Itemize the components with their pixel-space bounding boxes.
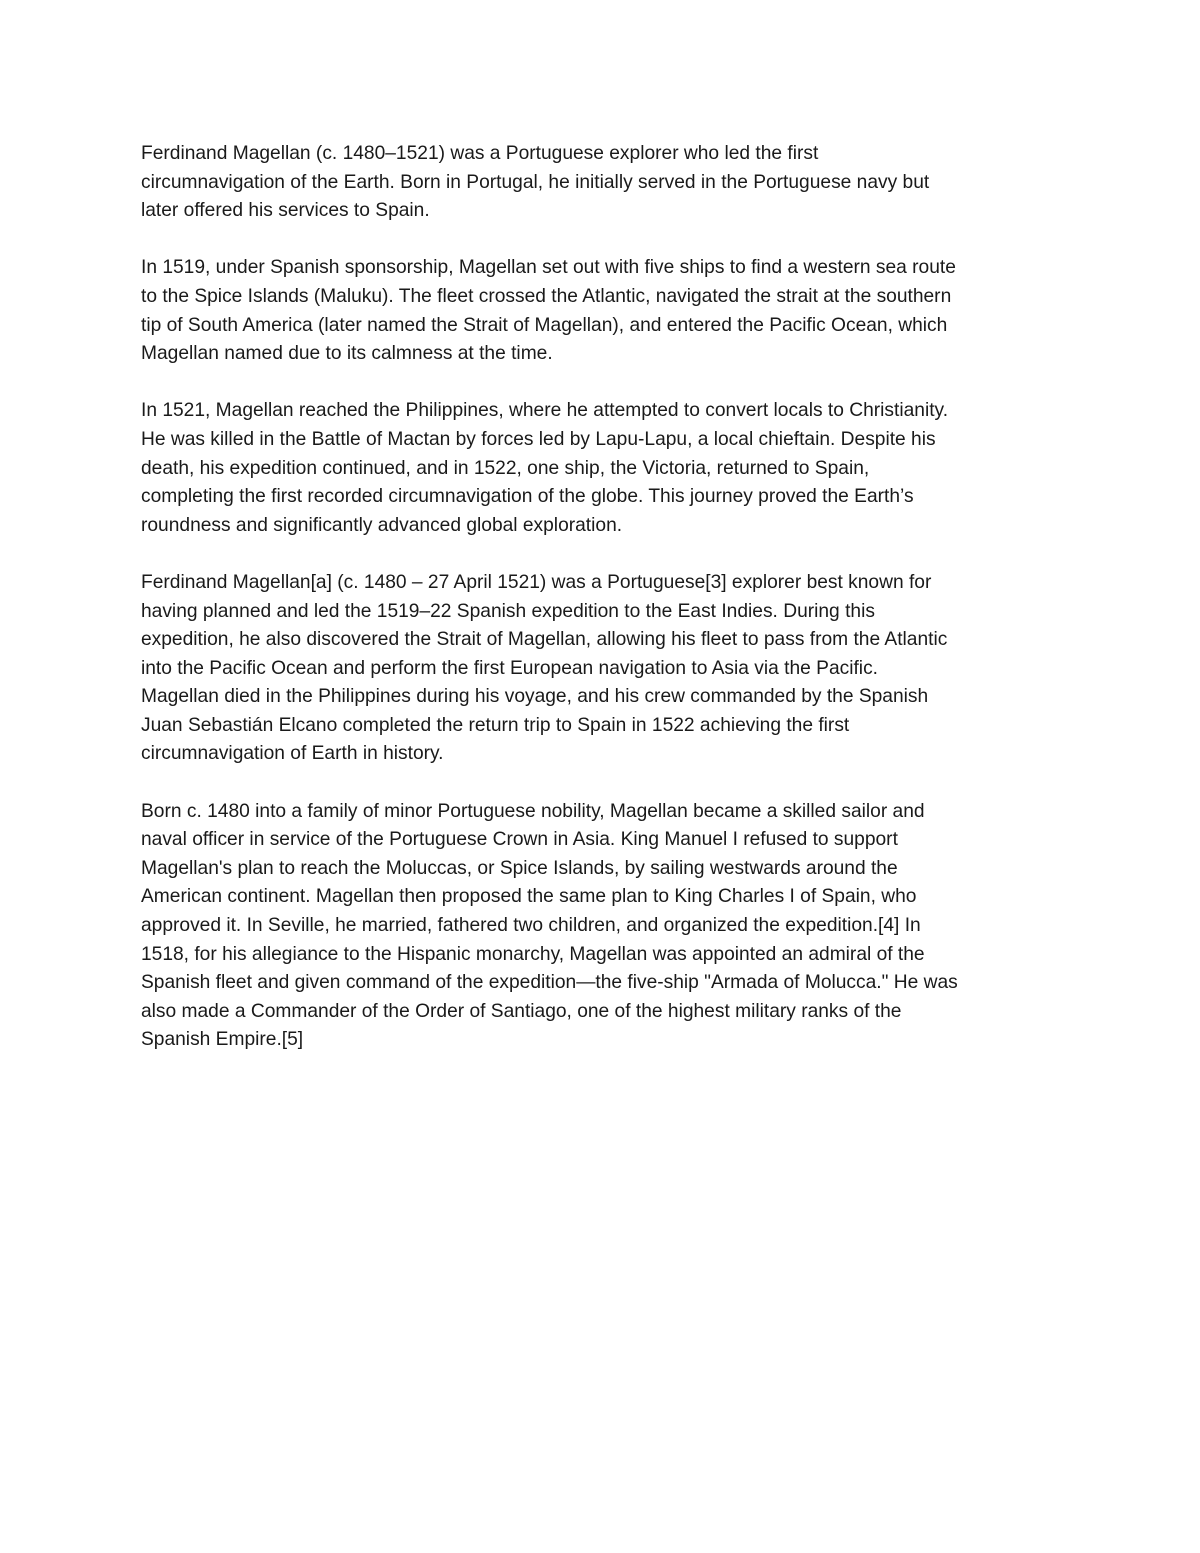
- text-line: Ferdinand Magellan (c. 1480–1521) was a Portuguese explorer who led the first: [141, 143, 819, 164]
- paragraph-2: [141, 254, 1071, 368]
- text-line: circumnavigation of the Earth. Born in Portugal, he initially served in the Portuguese navy but: [141, 171, 930, 193]
- text-line: Ferdinand Magellan[a] (c. 1480 – 27 April 1521) was a Portuguese[3] explorer best known for: [141, 571, 932, 593]
- paragraph-4: [141, 569, 1071, 769]
- paragraph-3: [141, 397, 1071, 540]
- text-line: approved it. In Seville, he married, fathered two children, and organized the expedition.[4] In: [141, 915, 921, 937]
- text-line: tip of South America (later named the Strait of Magellan), and entered the Pacific Ocean, which: [141, 314, 948, 336]
- text-line: He was killed in the Battle of Mactan by forces led by Lapu-Lapu, a local chieftain. Despite his: [141, 428, 936, 450]
- text-line: having planned and led the 1519–22 Spanish expedition to the East Indies. During this: [141, 600, 875, 622]
- text-line: Magellan died in the Philippines during his voyage, and his crew commanded by the Spanish: [141, 686, 929, 708]
- text-line: completing the first recorded circumnavigation of the globe. This journey proved the Earth’s: [141, 486, 914, 508]
- document-body: [141, 140, 1071, 1084]
- text-line: Magellan named due to its calmness at the time.: [141, 343, 553, 365]
- paragraph-5: [141, 798, 1071, 1055]
- text-line: Juan Sebastián Elcano completed the return trip to Spain in 1522 achieving the first: [141, 714, 850, 736]
- text-line: 1518, for his allegiance to the Hispanic monarchy, Magellan was appointed an admiral of the: [141, 943, 925, 965]
- text-line: Spanish fleet and given command of the expedition—the five-ship "Armada of Molucca." He was: [141, 972, 958, 994]
- paragraph-1: [141, 140, 1071, 226]
- text-line: Magellan's plan to reach the Moluccas, or Spice Islands, by sailing westwards around the: [141, 857, 898, 879]
- text-line: later offered his services to Spain.: [141, 200, 430, 222]
- text-line: death, his expedition continued, and in 1522, one ship, the Victoria, returned to Spain,: [141, 457, 870, 479]
- text-line: circumnavigation of Earth in history.: [141, 743, 444, 765]
- text-line: naval officer in service of the Portuguese Crown in Asia. King Manuel I refused to support: [141, 829, 898, 851]
- text-line: also made a Commander of the Order of Santiago, one of the highest military ranks of the: [141, 1000, 902, 1022]
- text-line: into the Pacific Ocean and perform the first European navigation to Asia via the Pacific.: [141, 657, 878, 679]
- text-line: American continent. Magellan then proposed the same plan to King Charles I of Spain, who: [141, 886, 917, 908]
- text-line: Born c. 1480 into a family of minor Portuguese nobility, Magellan became a skilled sailor and: [141, 800, 925, 822]
- text-line: Spanish Empire.[5]: [141, 1029, 304, 1051]
- text-line: In 1519, under Spanish sponsorship, Magellan set out with five ships to find a western sea route: [141, 257, 956, 279]
- text-line: expedition, he also discovered the Strait of Magellan, allowing his fleet to pass from the Atlantic: [141, 629, 948, 651]
- text-line: to the Spice Islands (Maluku). The fleet crossed the Atlantic, navigated the strait at the southern: [141, 285, 952, 307]
- text-line: roundness and significantly advanced global exploration.: [141, 514, 623, 536]
- text-line: In 1521, Magellan reached the Philippines, where he attempted to convert locals to Christianity.: [141, 400, 949, 422]
